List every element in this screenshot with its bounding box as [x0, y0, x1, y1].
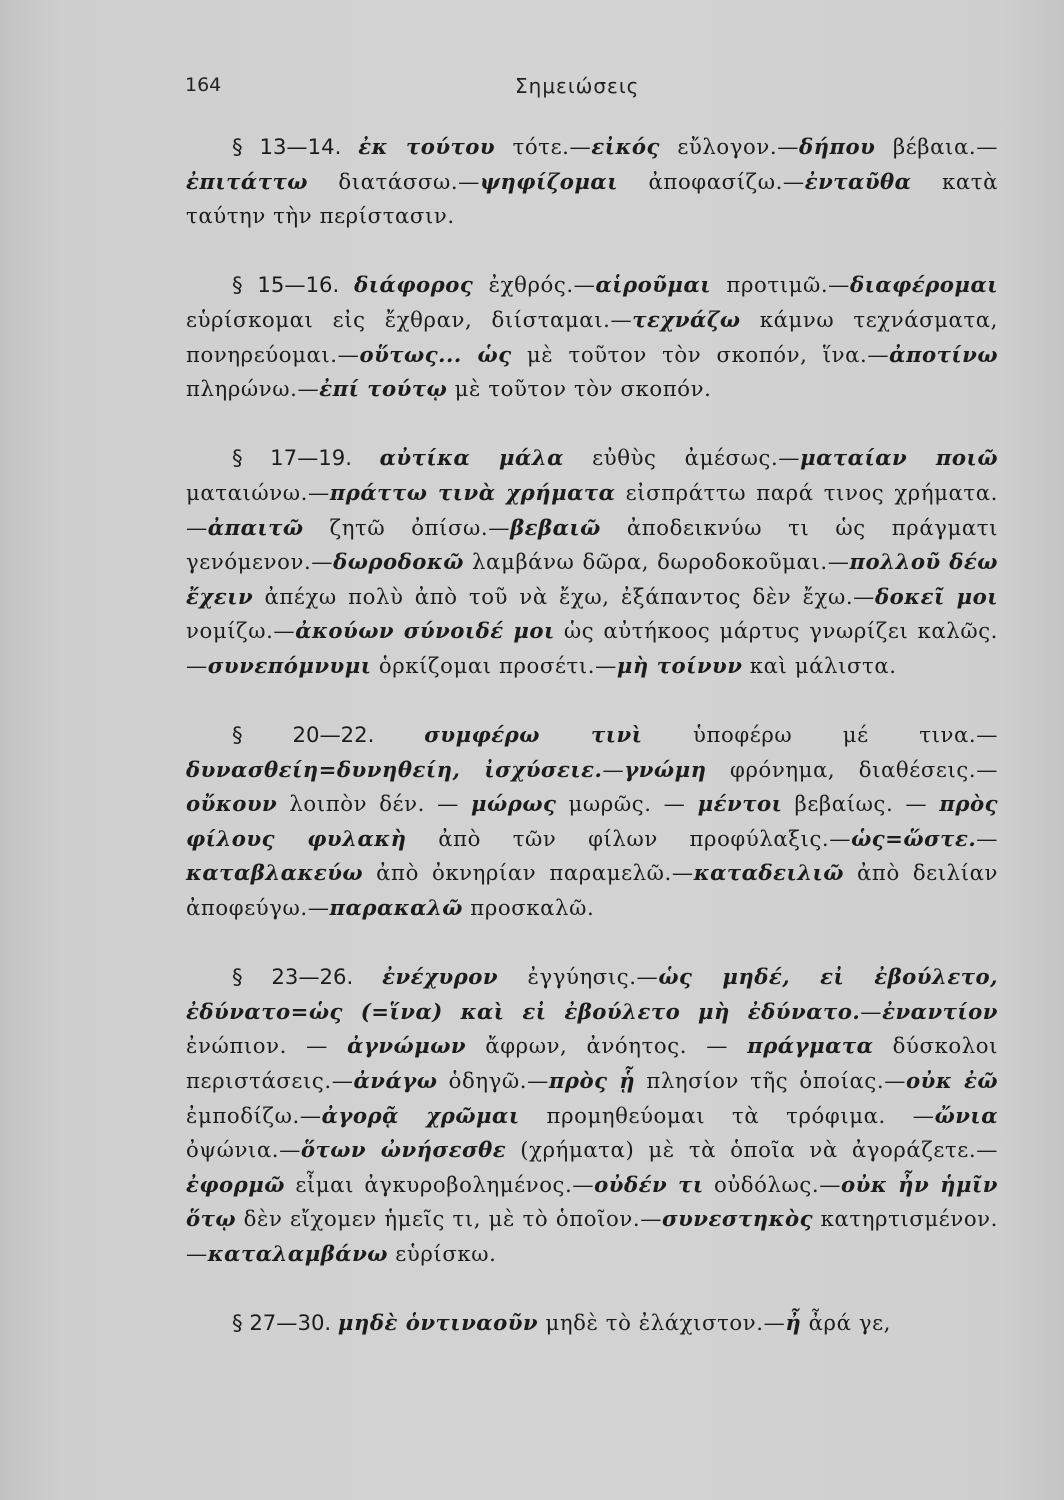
term-gloss: βέβαια.— [875, 134, 998, 159]
term-gloss: — [860, 998, 883, 1024]
note-paragraph [186, 441, 998, 683]
note-paragraph [186, 268, 998, 406]
greek-term: ἦ [785, 1310, 802, 1336]
greek-term: ὡς μηδέ, εἰ ἐβούλετο, ἐδύνατο=ὡς (=ἵνα) καὶ εἰ ἐβούλετο μὴ ἐδύνατο. [186, 964, 998, 1024]
term-gloss: ζητῶ ὀπίσω.— [303, 514, 511, 540]
greek-term: μέντοι [697, 791, 783, 817]
greek-term: παρακαλῶ [329, 895, 463, 921]
term-gloss: — [976, 825, 998, 851]
greek-term: πρὸς ᾗ [548, 1068, 636, 1094]
greek-term: τεχνάζω [632, 306, 741, 332]
term-gloss: προμηθεύομαι τὰ τρόφιμα. — [519, 1102, 935, 1128]
term-gloss: τότε.— [495, 134, 592, 159]
greek-term: ἐφορμῶ [186, 1171, 285, 1197]
page-header [185, 74, 995, 104]
greek-term: οὕτως... ὡς [359, 341, 512, 367]
greek-term: ἐνέχυρον [382, 964, 499, 990]
section-reference: § 20—22. [232, 722, 375, 748]
term-gloss: ἐνώπιον. — [186, 1033, 348, 1059]
greek-term: αἱροῦμαι [595, 272, 711, 298]
section-reference: § 23—26. [232, 964, 354, 990]
term-gloss: εὐθὺς ἀμέσως.— [563, 445, 801, 471]
greek-term: ἐκ τούτου [358, 134, 496, 159]
term-gloss: ὑποφέρω μέ τινα.— [642, 722, 998, 748]
term-gloss: ἀποδεικνύω τι ὡς πράγματι γενόμενον.— [186, 514, 998, 575]
greek-term: καταδειλιῶ [693, 860, 844, 886]
greek-term: οὐδέν τι [594, 1171, 704, 1197]
greek-term: δήπου [799, 134, 876, 159]
section-reference: § 17—19. [232, 445, 353, 471]
term-gloss: ἆρά γε, [801, 1310, 892, 1336]
greek-term: δυνασθείη=δυνηθείη, ἰσχύσειε. [186, 756, 603, 782]
note-paragraph [186, 960, 998, 1271]
greek-term: ματαίαν ποιῶ [800, 445, 998, 471]
term-gloss: ἐγγύησις.— [498, 964, 659, 990]
greek-term: ἐπί τούτῳ [319, 376, 448, 402]
greek-term: μὴ τοίνυν [616, 652, 743, 678]
term-gloss: εὔλογον.— [659, 134, 799, 159]
term-gloss: φρόνημα, διαθέσεις.— [706, 756, 998, 782]
term-gloss: λαμβάνω δῶρα, δωροδοκοῦμαι.— [463, 549, 850, 575]
greek-term: πράττω τινὰ χρήματα [329, 479, 616, 505]
term-gloss: νομίζω.— [186, 618, 296, 644]
term-gloss: ὁδηγῶ.— [437, 1068, 549, 1094]
term-gloss: βεβαίως. — [782, 791, 940, 817]
greek-term: μηδὲ ὁντιναοῦν [337, 1310, 539, 1336]
greek-term: διαφέρομαι [849, 272, 998, 298]
greek-term: βεβαιῶ [510, 514, 601, 540]
section-reference: § 15—16. [232, 272, 340, 298]
greek-term: ἐναντίον [882, 998, 998, 1024]
term-gloss: εὑρίσκομαι εἰς ἔχθραν, διίσταμαι.— [186, 306, 633, 332]
greek-term: καταλαμβάνω [207, 1241, 388, 1266]
term-gloss: ἄφρων, ἀνόητος. — [466, 1033, 748, 1059]
note-paragraph [186, 130, 998, 234]
term-gloss: ἀπὸ τῶν φίλων προφύλαξις.— [406, 825, 852, 851]
greek-term: ἀκούων σύνοιδέ μοι [295, 618, 555, 644]
greek-term: ὡς=ὥστε. [851, 825, 977, 851]
greek-term: γνώμη [624, 756, 707, 782]
greek-term: οὔκουν [186, 791, 278, 817]
greek-term: συνεπόμνυμι [207, 652, 372, 678]
term-gloss: δύσκολοι περιστάσεις.— [186, 1033, 999, 1094]
term-gloss: ὡς αὐτήκοος μάρτυς γνωρίζει καλῶς.— [186, 618, 998, 678]
term-gloss: ὀψώνια.— [186, 1137, 301, 1163]
term-gloss: μὲ τοῦτον τὸν σκοπόν, ἵνα.— [511, 341, 890, 367]
greek-term: ἀπαιτῶ [207, 514, 304, 540]
greek-term: αὐτίκα μάλα [379, 445, 564, 471]
greek-term: συνεστηκὸς [661, 1206, 814, 1232]
greek-term: πράγματα [747, 1033, 874, 1059]
term-gloss: — [602, 756, 625, 782]
running-title: Σημειώσεις [515, 74, 640, 98]
greek-term: δοκεῖ μοι [874, 583, 998, 609]
greek-term: ὤνια [934, 1102, 998, 1128]
term-gloss: λοιπὸν δέν. — [277, 791, 472, 817]
term-gloss: προσκαλῶ. [462, 895, 595, 921]
greek-term: ἀγνώμων [347, 1033, 467, 1059]
term-gloss: εἰσπράττω παρά τινος χρήματα.— [186, 479, 998, 540]
greek-term: οὐκ ἦν ἡμῖν ὅτῳ [186, 1171, 998, 1232]
term-gloss: διατάσσω.— [307, 168, 480, 194]
greek-term: οὐκ ἐῶ [906, 1068, 998, 1094]
section-reference: § 13—14. [232, 134, 342, 159]
note-paragraph [186, 1306, 998, 1341]
greek-term: ἀγορᾷ χρῶμαι [321, 1102, 520, 1128]
term-gloss: (χρήματα) μὲ τὰ ὁποῖα νὰ ἀγοράζετε.— [506, 1137, 998, 1163]
greek-term: ἀνάγω [353, 1068, 438, 1094]
term-gloss: κατηρτισμένον.— [186, 1206, 998, 1266]
term-gloss: πληρώνω.— [186, 376, 320, 402]
term-gloss: μωρῶς. — [556, 791, 698, 817]
greek-term: δωροδοκῶ [333, 549, 464, 575]
term-gloss: πλησίον τῆς ὁποίας.— [635, 1068, 907, 1094]
term-gloss: μηδὲ τὸ ἐλάχιστον.— [538, 1310, 786, 1336]
greek-term: ἐνταῦθα [804, 168, 912, 194]
greek-term: ψηφίζομαι [479, 168, 618, 194]
term-gloss: ὁρκίζομαι προσέτι.— [371, 652, 617, 678]
term-gloss: ἀποφασίζω.— [617, 168, 805, 194]
term-gloss: ἀπὸ δειλίαν ἀποφεύγω.— [186, 860, 998, 921]
term-gloss: καὶ μάλιστα. [742, 652, 897, 678]
greek-term: καταβλακεύω [186, 860, 364, 886]
greek-term: ἐπιτάττω [186, 168, 308, 194]
term-gloss: προτιμῶ.— [711, 272, 850, 298]
notes-body [186, 130, 998, 1341]
greek-term: ἀποτίνω [889, 341, 998, 367]
term-gloss: ἐχθρός.— [473, 272, 596, 298]
greek-term: συμφέρω τινὶ [424, 722, 643, 748]
term-gloss: ἐμποδίζω.— [186, 1102, 322, 1128]
note-paragraph [186, 718, 998, 926]
term-gloss: κάμνω τεχνάσματα, πονηρεύομαι.— [186, 306, 999, 367]
greek-term: ὅτων ὠνήσεσθε [300, 1137, 507, 1163]
greek-term: μώρως [471, 791, 557, 817]
term-gloss: οὐδόλως.— [703, 1171, 842, 1197]
term-gloss: ἀπέχω πολὺ ἀπὸ τοῦ νὰ ἔχω, ἐξάπαντος δὲν ἔχω.— [253, 583, 875, 609]
greek-term: πρὸς φίλους φυλακὴ [186, 791, 999, 851]
term-gloss: εἶμαι ἀγκυροβολημένος.— [284, 1171, 595, 1197]
term-gloss: κατὰ ταύτην τὴν περίστασιν. [186, 168, 998, 229]
term-gloss: ἀπὸ ὀκνηρίαν παραμελῶ.— [363, 860, 694, 886]
greek-term: εἰκός [591, 134, 660, 159]
term-gloss: εὑρίσκω. [387, 1241, 497, 1266]
term-gloss: δὲν εἴχομεν ἡμεῖς τι, μὲ τὸ ὁποῖον.— [236, 1206, 662, 1232]
greek-term: πολλοῦ δέω ἔχειν [186, 549, 998, 609]
term-gloss: ματαιώνω.— [186, 479, 330, 505]
greek-term: διάφορος [354, 272, 474, 298]
page-number: 164 [185, 74, 222, 96]
section-reference: § 27—30. [232, 1310, 332, 1336]
term-gloss: μὲ τοῦτον τὸν σκοπόν. [447, 376, 712, 402]
